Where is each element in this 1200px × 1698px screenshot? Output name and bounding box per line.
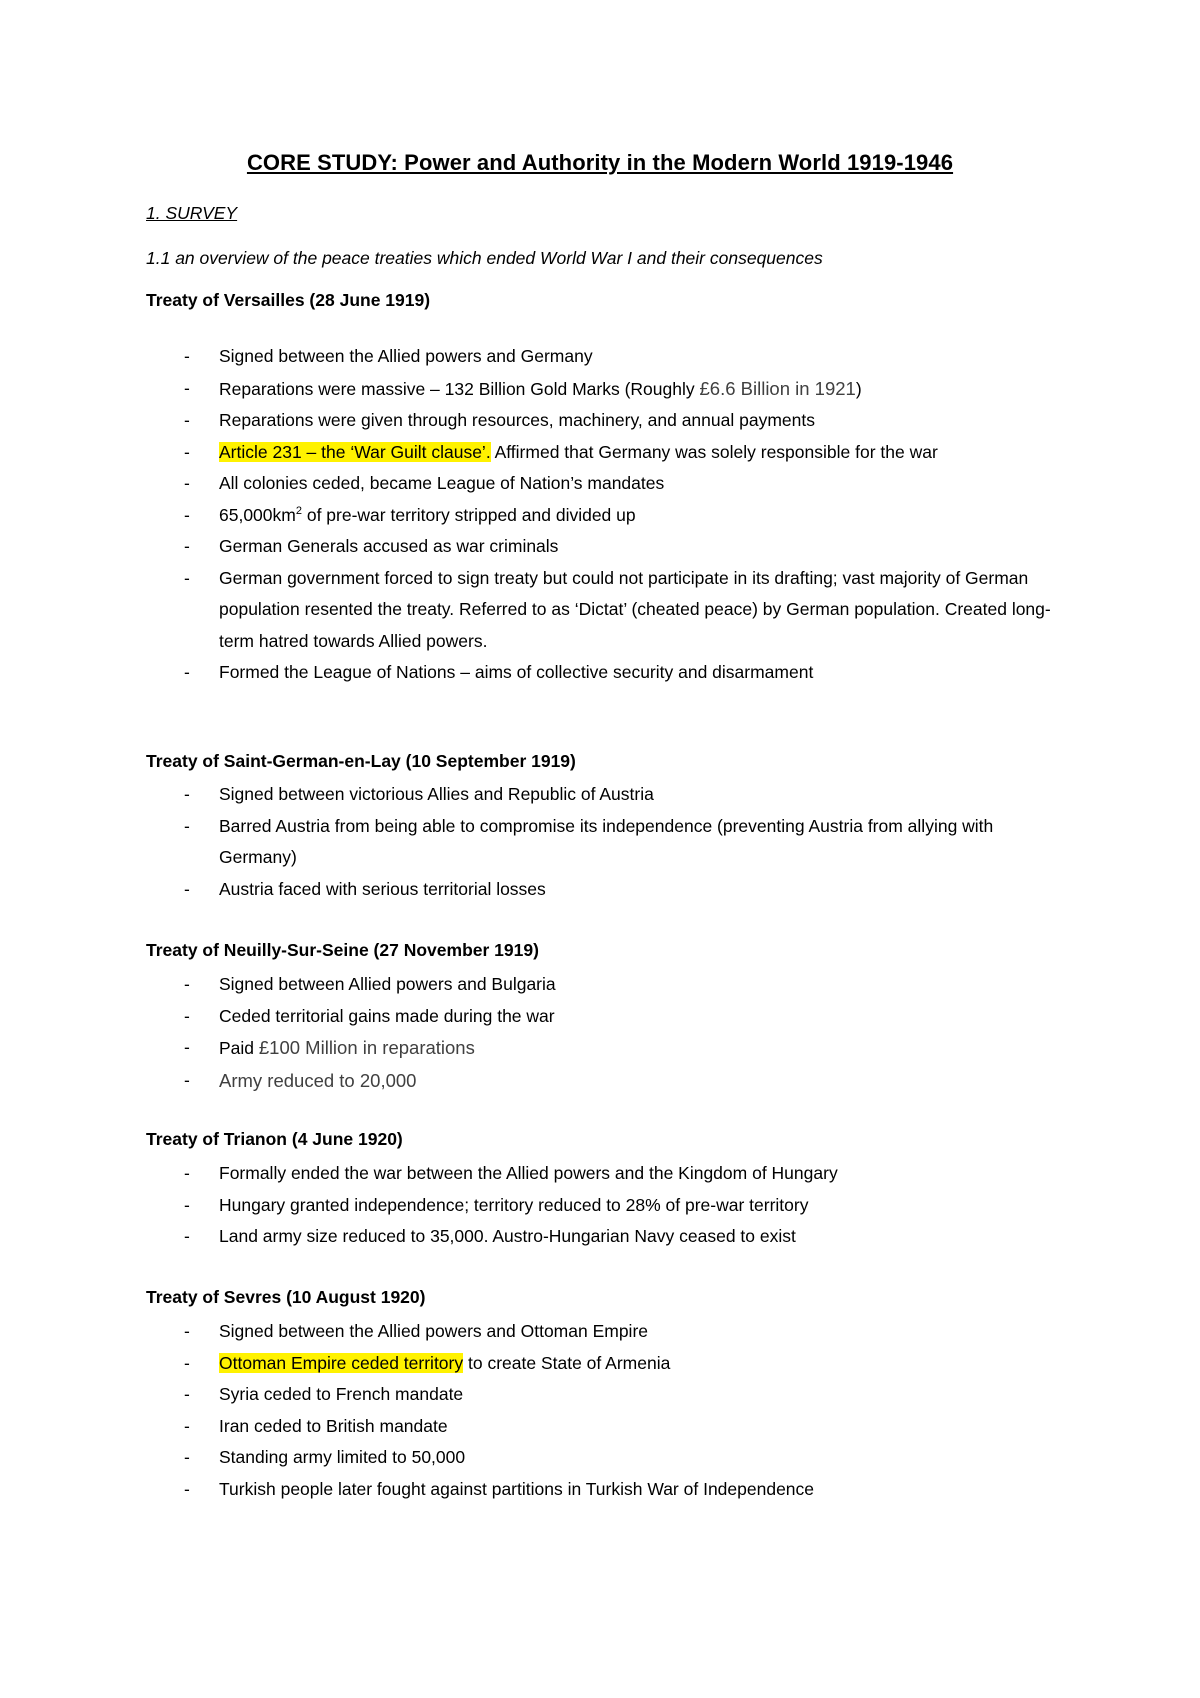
bullet-dash: - — [184, 1352, 190, 1373]
treaty-heading-versailles: Treaty of Versailles (28 June 1919) — [146, 290, 431, 310]
bullet-dash: - — [184, 441, 190, 462]
treaty-heading-saint-germain: Treaty of Saint-German-en-Lay (10 September 1919) — [146, 751, 576, 771]
bullet-dash: - — [184, 567, 190, 588]
neuilly-points — [146, 969, 1066, 1097]
list-item: - Austria faced with serious territorial losses — [146, 874, 1066, 906]
bullet-dash: - — [184, 1226, 190, 1246]
list-item: - Reparations were massive – 132 Billion Gold Marks (Roughly £6.6 Billion in 1921) — [146, 373, 1066, 406]
bullet-dash: - — [184, 1069, 190, 1090]
list-item: - Reparations were given through resources, machinery, and annual payments — [146, 405, 1066, 437]
bullet-dash: - — [184, 377, 190, 398]
bullet-dash: - — [184, 1194, 190, 1215]
list-item: - Paid £100 Million in reparations — [146, 1032, 1066, 1065]
list-item: - Iran ceded to British mandate — [146, 1411, 1066, 1443]
bullet-dash: - — [184, 878, 190, 899]
list-item: - Hungary granted independence; territory reduced to 28% of pre-war territory — [146, 1190, 1066, 1222]
bullet-dash: - — [184, 504, 190, 525]
list-item: - Turkish people later fought against partitions in Turkish War of Independence — [146, 1474, 1066, 1506]
bullet-dash: - — [184, 1321, 190, 1341]
bullet-dash: - — [184, 974, 190, 994]
list-item: - Signed between the Allied powers and Germany — [146, 341, 1066, 373]
versailles-points — [146, 341, 1066, 689]
list-item: - Barred Austria from being able to compromise its independence (preventing Austria from allying with Germany) — [146, 811, 1066, 874]
bullet-dash: - — [184, 784, 190, 804]
bullet-dash: - — [184, 1478, 190, 1499]
bullet-dash: - — [184, 1037, 190, 1057]
bullet-dash: - — [184, 346, 190, 366]
saint-germain-points — [146, 779, 1066, 905]
list-item: - Signed between Allied powers and Bulgaria — [146, 969, 1066, 1001]
list-item: - Land army size reduced to 35,000. Austro-Hungarian Navy ceased to exist — [146, 1221, 1066, 1253]
treaty-heading-trianon: Treaty of Trianon (4 June 1920) — [146, 1129, 403, 1149]
list-item: - Formally ended the war between the Allied powers and the Kingdom of Hungary — [146, 1158, 1066, 1190]
list-item: - Signed between the Allied powers and Ottoman Empire — [146, 1316, 1066, 1348]
list-item: - Formed the League of Nations – aims of collective security and disarmament — [146, 657, 1066, 689]
bullet-dash: - — [184, 473, 190, 493]
bullet-dash: - — [184, 536, 190, 556]
bullet-dash: - — [184, 1163, 190, 1183]
sevres-points — [146, 1316, 1066, 1505]
section-heading: 1. SURVEY — [146, 203, 238, 223]
trianon-points — [146, 1158, 1066, 1253]
list-item: - All colonies ceded, became League of Nation’s mandates — [146, 468, 1066, 500]
list-item: - Standing army limited to 50,000 — [146, 1442, 1066, 1474]
list-item: - Signed between victorious Allies and Republic of Austria — [146, 779, 1066, 811]
treaty-heading-neuilly: Treaty of Neuilly-Sur-Seine (27 November 1919) — [146, 940, 539, 960]
highlighted-text: Ottoman Empire ceded territory — [219, 1352, 464, 1373]
bullet-dash: - — [184, 1415, 190, 1436]
list-item: - Ceded territorial gains made during the war — [146, 1001, 1066, 1033]
list-item: - German Generals accused as war criminals — [146, 531, 1066, 563]
list-item: - Army reduced to 20,000 — [146, 1065, 1066, 1098]
bullet-dash: - — [184, 1005, 190, 1026]
page-title: CORE STUDY: Power and Authority in the Modern World 1919-1946 — [246, 150, 954, 175]
treaty-heading-sevres: Treaty of Sevres (10 August 1920) — [146, 1287, 426, 1307]
list-item: - Article 231 – the ‘War Guilt clause’. Affirmed that Germany was solely responsible for the war — [146, 437, 1066, 469]
bullet-dash: - — [184, 1384, 190, 1404]
bullet-dash: - — [184, 815, 190, 836]
highlighted-text: Article 231 – the ‘War Guilt clause’. — [219, 441, 491, 462]
subsection-heading: 1.1 an overview of the peace treaties which ended World War I and their consequences — [146, 248, 823, 268]
list-item: - German government forced to sign treaty but could not participate in its drafting; vast majority of German population resented the treaty. Referred to as ‘Dictat’ (cheated peace) by German population. Created long-term hatred towards Allied powers. — [146, 563, 1066, 658]
list-item: - Syria ceded to French mandate — [146, 1379, 1066, 1411]
list-item: - Ottoman Empire ceded territory to create State of Armenia — [146, 1348, 1066, 1380]
bullet-dash: - — [184, 410, 190, 430]
bullet-dash: - — [184, 1447, 190, 1467]
bullet-dash: - — [184, 662, 190, 682]
list-item: - $65,000km^2$ of pre-war territory stripped and divided up — [146, 500, 1066, 532]
